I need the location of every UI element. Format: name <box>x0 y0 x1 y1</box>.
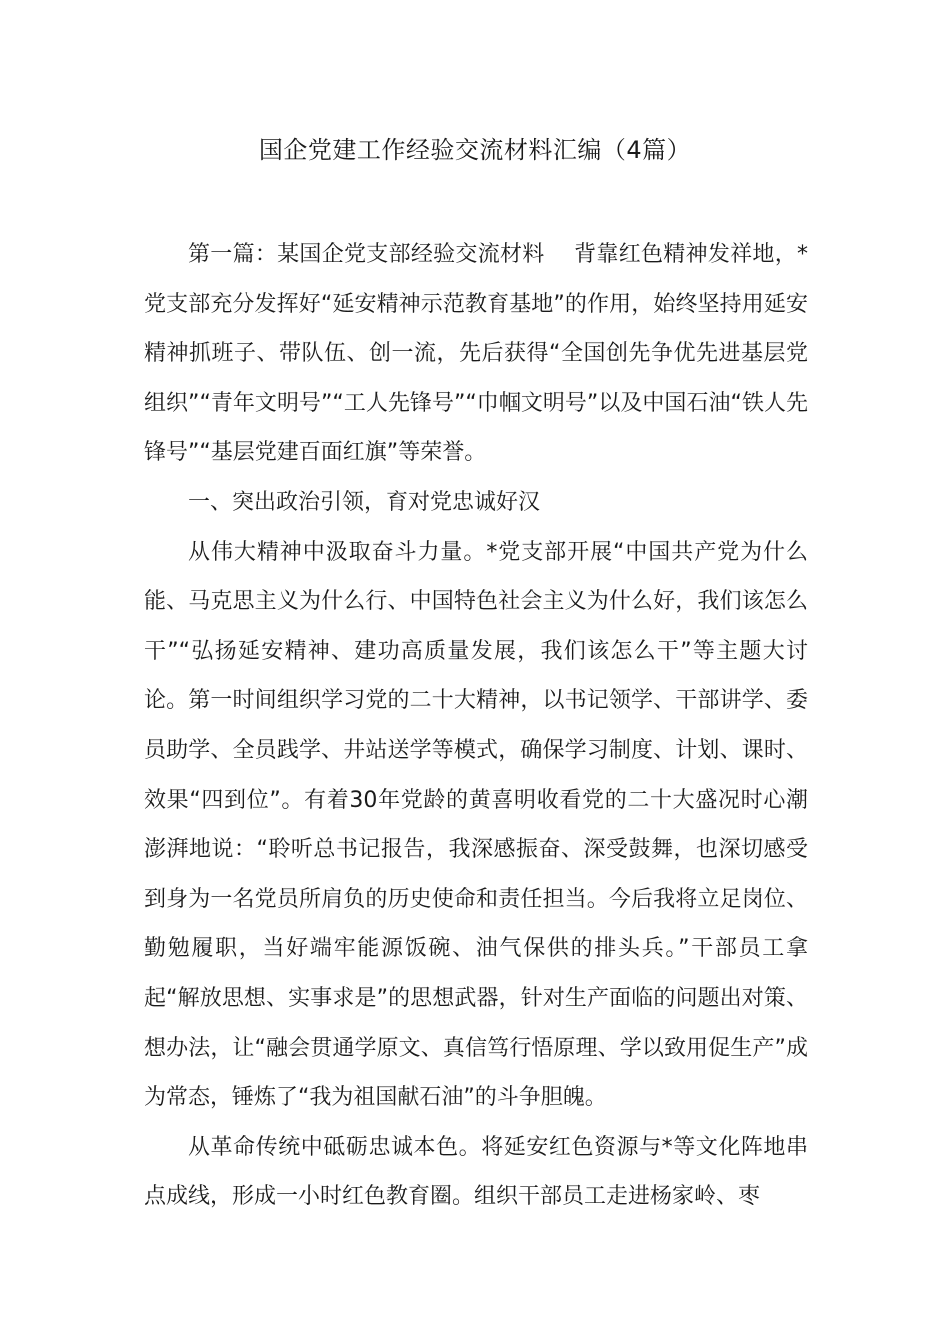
document-body <box>144 230 808 1222</box>
paragraph-intro: 第一篇：某国企党支部经验交流材料 背靠红色精神发祥地，*党支部充分发挥好“延安精神示范教育基地”的作用，始终坚持用延安精神抓班子、带队伍、创一流，先后获得“全国创先争优先进基层党组织”“青年文明号”“工人先锋号”“巾帼文明号”以及中国石油“铁人先锋号”“基层党建百面红旗”等荣誉。 <box>144 242 808 466</box>
section-heading-1: 一、突出政治引领，育对党忠诚好汉 <box>188 489 541 515</box>
document-title: 国企党建工作经验交流材料汇编（4篇） <box>258 136 692 164</box>
paragraph-study: 从伟大精神中汲取奋斗力量。*党支部开展“中国共产党为什么能、马克思主义为什么行、中国特色社会主义为什么好，我们该怎么干”“弘扬延安精神、建功高质量发展，我们该怎么干”等主题大讨论。第一时间组织学习党的二十大精神，以书记领学、干部讲学、委员助学、全员践学、井站送学等模式，确保学习制度、计划、课时、效果“四到位”。有着30年党龄的黄喜明收看党的二十大盛况时心潮澎湃地说：“聆听总书记报告，我深感振奋、深受鼓舞，也深切感受到身为一名党员所肩负的历史使命和责任担当。今后我将立足岗位、勤勉履职，当好端牢能源饭碗、油气保供的排头兵。”干部员工拿起“解放思想、实事求是”的思想武器，针对生产面临的问题出对策、想办法，让“融会贯通学原文、真信笃行悟原理、学以致用促生产”成为常态，锤炼了“我为祖国献石油”的斗争胆魄。 <box>144 539 808 1111</box>
paragraph-tradition: 从革命传统中砥砺忠诚本色。将延安红色资源与*等文化阵地串点成线，形成一小时红色教育圈。组织干部员工走进杨家岭、枣 <box>144 1134 808 1210</box>
